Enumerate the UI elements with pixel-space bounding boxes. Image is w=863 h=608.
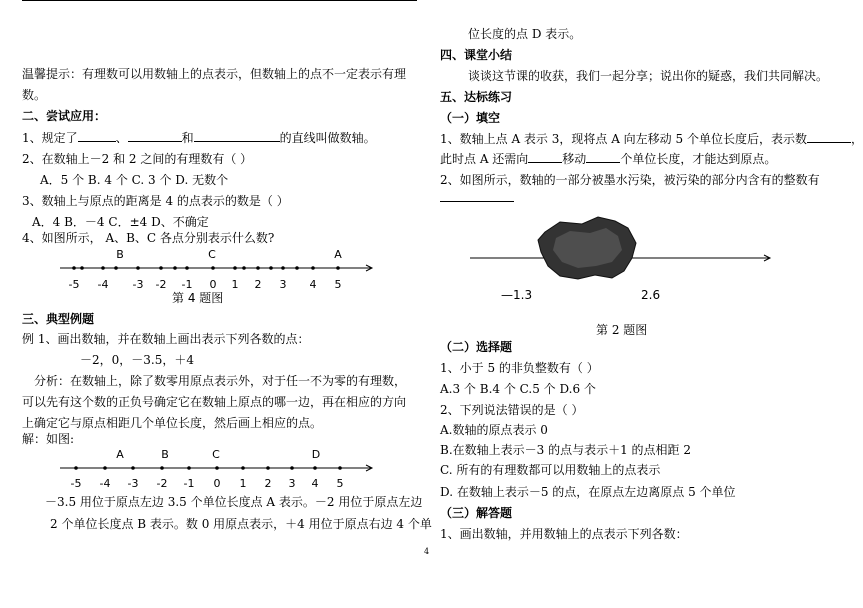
solution-number-line	[60, 448, 372, 490]
section-4-title: 四、课堂小结	[440, 48, 513, 62]
example-1: 例 1、画出数轴，并在数轴上画出表示下列各数的点：	[22, 332, 310, 346]
solution-label: 解：如图:	[22, 432, 75, 446]
tick-label: 2	[254, 278, 262, 291]
tick-dot	[336, 266, 340, 270]
point-dot	[114, 266, 118, 270]
tick-label: -1	[183, 477, 195, 490]
tick-label: -4	[97, 278, 109, 291]
tick-label: 0	[213, 477, 221, 490]
tick-label: 5	[334, 278, 342, 291]
choice-question-1: 1、小于 5 的非负整数有（ ）	[440, 361, 599, 375]
tick-dot	[160, 466, 164, 470]
point-dot	[295, 266, 299, 270]
tick-label: -3	[127, 477, 139, 490]
analysis-line-1: 分析：在数轴上，除了数零用原点表示外，对于任一不为零的有理数，	[34, 374, 407, 388]
tick-label: 4	[309, 278, 317, 291]
tick-label: 0	[209, 278, 217, 291]
tick-dot	[187, 466, 191, 470]
tick-dot	[266, 466, 270, 470]
point-label: C	[212, 448, 220, 461]
choice-question-2: 2、下列说法错误的是（ ）	[440, 403, 584, 417]
analysis-line-3: 上确定它与原点相距几个单位长度，然后画上相应的点。	[22, 416, 323, 430]
question-3-options: A．4 B．－4 C．±4 D、不确定	[32, 215, 209, 229]
tick-dot	[313, 466, 317, 470]
section-5-title: 五、达标练习	[440, 90, 513, 104]
tick-dot	[256, 266, 260, 270]
figure-4-group	[60, 248, 372, 291]
tick-label: -5	[68, 278, 80, 291]
tick-dot	[136, 266, 140, 270]
point-dot	[242, 266, 246, 270]
tick-label: -4	[99, 477, 111, 490]
choice-subtitle: （二）选择题	[440, 340, 513, 354]
question-2-options: A．5 个 B. 4 个 C. 3 个 D. 无数个	[40, 173, 229, 187]
point-dot	[80, 266, 84, 270]
tick-label: 3	[279, 278, 287, 291]
left-value-label: —1.3	[501, 288, 533, 302]
question-2: 2、在数轴上－2 和 2 之间的有理数有（ ）	[22, 152, 253, 166]
tick-label: -3	[132, 278, 144, 291]
right-value-label: 2.6	[641, 288, 661, 302]
fill-question-1-line-2: 此时点 A 还需向 移动 个单位长度，才能达到原点。	[440, 152, 777, 166]
fill-question-2-blank	[440, 190, 514, 207]
section-2-title: 二、尝试应用：	[22, 109, 107, 123]
point-label: A	[116, 448, 124, 461]
tick-dot	[241, 466, 245, 470]
page-number: 4	[424, 547, 430, 556]
tick-label: 4	[311, 477, 319, 490]
tick-dot	[215, 466, 219, 470]
point-label: A	[334, 248, 342, 261]
tick-dot	[185, 266, 189, 270]
question-1: 1、规定了 、 和 的直线叫做数轴。	[22, 131, 376, 145]
figure-4-caption: 第 4 题图	[172, 291, 224, 305]
choice-option-a: A.数轴的原点表示 0	[440, 423, 548, 437]
hint-line-1: 温馨提示：有理数可以用数轴上的点表示，但数轴上的点不一定表示有理	[22, 67, 407, 81]
tick-dot	[101, 266, 105, 270]
answer-question-1: 1、画出数轴，并用数轴上的点表示下列各数：	[440, 527, 688, 541]
fill-in-subtitle: （一）填空	[440, 111, 501, 125]
tick-label: -2	[155, 278, 167, 291]
tick-dot	[72, 266, 76, 270]
fill-blank-3	[586, 151, 620, 163]
tick-label: 3	[288, 477, 296, 490]
tick-dot	[290, 466, 294, 470]
point-label: D	[311, 448, 321, 461]
point-dot	[269, 266, 273, 270]
solution-para-1: －3.5 用位于原点左边 3.5 个单位长度点 A 表示。－2 用位于原点左边	[45, 495, 423, 509]
tick-dot	[233, 266, 237, 270]
tick-label: 5	[336, 477, 344, 490]
point-label: B	[161, 448, 169, 461]
tick-dot	[311, 266, 315, 270]
tick-dot	[103, 466, 107, 470]
tick-dot	[338, 466, 342, 470]
figure-2-number-line	[470, 217, 770, 302]
tick-dot	[74, 466, 78, 470]
example-1-numbers: －2，0，－3.5，＋4	[80, 353, 194, 367]
point-label: B	[116, 248, 124, 261]
choice-option-b: B.在数轴上表示－3 的点与表示＋1 的点相距 2	[440, 443, 691, 457]
tick-label: -5	[70, 477, 82, 490]
point-label: C	[208, 248, 216, 261]
tick-label: 1	[231, 278, 239, 291]
question-4: 4、如图所示， A、B、C 各点分别表示什么数?	[22, 231, 275, 245]
point-dot	[173, 266, 177, 270]
fill-question-1-line-1: 1、数轴上点 A 表示 3，现将点 A 向左移动 5 个单位长度后，表示数 ，	[440, 132, 863, 146]
figure-2-caption: 第 2 题图	[596, 323, 648, 337]
question-3: 3、数轴上与原点的距离是 4 的点表示的数是（ ）	[22, 194, 289, 208]
fill-blank-1	[807, 131, 851, 143]
continuation-line: 位长度的点 D 表示。	[468, 27, 582, 41]
tick-dot	[159, 266, 163, 270]
tick-label: 1	[239, 477, 247, 490]
fill-blank-4	[440, 190, 514, 202]
solution-para-2: 2 个单位长度点 B 表示。数 0 用原点表示，＋4 用位于原点右边 4 个单	[50, 517, 432, 531]
answer-subtitle: （三）解答题	[440, 506, 513, 520]
choice-question-1-options: A.3 个 B.4 个 C.5 个 D.6 个	[440, 382, 596, 396]
section-4-text: 谈谈这节课的收获，我们一起分享；说出你的疑惑，我们共同解决。	[468, 69, 829, 83]
analysis-line-2: 可以先有这个数的正负号确定它在数轴上原点的哪一边，再在相应的方向	[22, 395, 407, 409]
fill-blank-2	[528, 151, 562, 163]
hint-line-2: 数。	[22, 88, 47, 102]
tick-dot	[281, 266, 285, 270]
fill-question-2: 2、如图所示，数轴的一部分被墨水污染，被污染的部分内含有的整数有	[440, 173, 820, 187]
tick-label: -2	[156, 477, 168, 490]
tick-dot	[131, 466, 135, 470]
tick-label: 2	[264, 477, 272, 490]
tick-label: -1	[181, 278, 193, 291]
choice-option-c: C. 所有的有理数都可以用数轴上的点表示	[440, 463, 661, 477]
choice-option-d: D. 在数轴上表示－5 的点，在原点左边离原点 5 个单位	[440, 485, 736, 499]
section-3-title: 三、典型例题	[22, 312, 95, 326]
tick-dot	[211, 266, 215, 270]
